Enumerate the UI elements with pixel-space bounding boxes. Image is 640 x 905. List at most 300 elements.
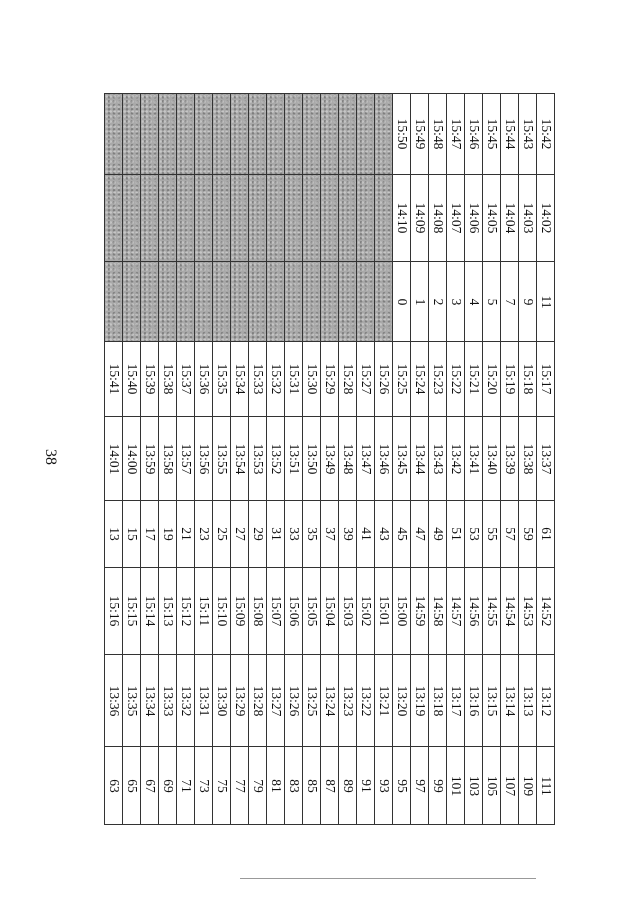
table-cell [501, 175, 519, 262]
table-cell [501, 655, 519, 747]
table-cell [447, 262, 465, 342]
cell-text: 13:21 [376, 685, 392, 716]
cell-text: 13:16 [466, 685, 482, 716]
table-cell [195, 262, 213, 342]
table-cell [159, 501, 177, 568]
table-cell [195, 94, 213, 175]
table-cell [429, 501, 447, 568]
table-cell [411, 501, 429, 568]
table-cell [141, 342, 159, 417]
table-cell [177, 568, 195, 655]
cell-text: 15:21 [466, 363, 482, 395]
cell-text: 14:05 [484, 202, 500, 234]
cell-text: 14:59 [412, 595, 428, 627]
cell-text: 13:42 [448, 443, 464, 474]
table-cell [195, 501, 213, 568]
cell-text: 5 [484, 298, 500, 305]
table-cell [537, 417, 555, 501]
cell-text: 14:06 [466, 202, 482, 234]
cell-text: 13:19 [412, 685, 428, 716]
cell-text: 15:16 [106, 595, 122, 627]
table-cell [213, 655, 231, 747]
cell-text: 15:17 [538, 363, 554, 395]
cell-text: 15:50 [394, 118, 410, 150]
table-cell [177, 417, 195, 501]
table-cell [195, 655, 213, 747]
table-cell [375, 262, 393, 342]
table-cell [159, 94, 177, 175]
table-cell [483, 747, 501, 825]
cell-text: 47 [412, 527, 428, 541]
table-cell [339, 501, 357, 568]
table-cell [447, 342, 465, 417]
table-cell [285, 501, 303, 568]
table-cell [195, 417, 213, 501]
page-number [40, 447, 60, 467]
table-cell [447, 94, 465, 175]
table-cell [393, 655, 411, 747]
table-cell [357, 747, 375, 825]
cell-text: 37 [322, 527, 338, 541]
table-row [105, 94, 555, 175]
cell-text: 15:35 [214, 363, 230, 395]
cell-text: 15:22 [448, 363, 464, 395]
cell-text: 14:54 [502, 595, 518, 627]
table-cell [249, 94, 267, 175]
table-cell [177, 655, 195, 747]
table-cell [303, 94, 321, 175]
cell-text: 15:48 [430, 118, 446, 150]
table-cell [123, 175, 141, 262]
cell-text: 83 [286, 778, 302, 793]
table-cell [123, 747, 141, 825]
cell-text: 27 [232, 527, 248, 541]
table-cell [213, 747, 231, 825]
table-cell [123, 94, 141, 175]
table-cell [159, 262, 177, 342]
table-cell [519, 747, 537, 825]
table-cell [393, 568, 411, 655]
cell-text: 25 [214, 527, 230, 541]
table-cell [411, 417, 429, 501]
table-cell [357, 94, 375, 175]
cell-text: 4 [466, 298, 482, 305]
cell-text: 85 [304, 778, 320, 793]
cell-text: 13:57 [178, 443, 194, 474]
table-cell [429, 175, 447, 262]
cell-text: 13:37 [538, 443, 554, 474]
cell-text: 14:04 [502, 202, 518, 234]
cell-text: 15:02 [358, 595, 374, 627]
table-cell [537, 262, 555, 342]
table-cell [123, 417, 141, 501]
cell-text: 13:40 [484, 443, 500, 474]
cell-text: 15:40 [124, 363, 140, 395]
table-cell [249, 655, 267, 747]
cell-text: 13:30 [214, 685, 230, 716]
table-cell [393, 94, 411, 175]
cell-text: 13:49 [322, 443, 338, 474]
table-cell [105, 501, 123, 568]
cell-text: 23 [196, 527, 212, 541]
cell-text: 13:50 [304, 443, 320, 474]
table-cell [105, 747, 123, 825]
cell-text: 15:13 [160, 595, 176, 627]
cell-text: 15:24 [412, 363, 428, 395]
table-cell [195, 342, 213, 417]
table-cell [303, 747, 321, 825]
table-cell [213, 94, 231, 175]
table-cell [123, 501, 141, 568]
table-cell [501, 501, 519, 568]
table-cell [267, 501, 285, 568]
table-cell [123, 342, 141, 417]
table-cell [375, 501, 393, 568]
cell-text: 15:42 [538, 118, 554, 150]
cell-text: 15:49 [412, 118, 428, 150]
table-cell [429, 655, 447, 747]
table-cell [105, 568, 123, 655]
cell-text: 3 [448, 298, 464, 305]
table-cell [105, 655, 123, 747]
table-cell [213, 501, 231, 568]
table-row [105, 747, 555, 825]
cell-text: 13:51 [286, 443, 302, 474]
table-cell [501, 417, 519, 501]
table-cell [231, 342, 249, 417]
table-cell [465, 94, 483, 175]
table-row [105, 175, 555, 262]
table-cell [213, 262, 231, 342]
cell-text: 71 [178, 778, 194, 793]
cell-text: 15:11 [196, 595, 212, 627]
cell-text: 15:12 [178, 595, 194, 627]
table-cell [447, 417, 465, 501]
cell-text: 13:22 [358, 685, 374, 716]
table-row [105, 262, 555, 342]
cell-text: 65 [124, 778, 140, 793]
table-cell [375, 94, 393, 175]
table-cell [501, 342, 519, 417]
table-cell [393, 417, 411, 501]
table-cell [447, 655, 465, 747]
table-cell [537, 747, 555, 825]
cell-text: 13:25 [304, 685, 320, 716]
table-cell [429, 568, 447, 655]
cell-text: 13:59 [142, 443, 158, 474]
table-cell [519, 342, 537, 417]
table-cell [339, 342, 357, 417]
table-cell [177, 262, 195, 342]
table-cell [465, 747, 483, 825]
table-cell [537, 342, 555, 417]
table-cell [177, 94, 195, 175]
cell-text: 15:43 [520, 118, 536, 150]
table-cell [519, 417, 537, 501]
table-cell [393, 501, 411, 568]
table-cell [339, 417, 357, 501]
table-cell [375, 655, 393, 747]
table-cell [483, 501, 501, 568]
table-cell [519, 94, 537, 175]
cell-text: 31 [268, 527, 284, 541]
table-cell [321, 175, 339, 262]
table-cell [375, 568, 393, 655]
cell-text: 13:43 [430, 443, 446, 474]
table-cell [411, 175, 429, 262]
cell-text: 57 [502, 527, 518, 541]
table-row [105, 342, 555, 417]
cell-text: 13:26 [286, 685, 302, 716]
cell-text: 14:56 [466, 595, 482, 627]
table-cell [357, 262, 375, 342]
table-cell [339, 747, 357, 825]
table-cell [483, 417, 501, 501]
cell-text: 73 [196, 778, 212, 793]
table-cell [321, 655, 339, 747]
table-cell [357, 342, 375, 417]
cell-text: 67 [142, 778, 158, 793]
table-cell [303, 655, 321, 747]
cell-text: 15:46 [466, 118, 482, 150]
table-cell [411, 568, 429, 655]
cell-text: 13:33 [160, 685, 176, 716]
table-cell [285, 175, 303, 262]
table-cell [105, 417, 123, 501]
table-cell [303, 417, 321, 501]
cell-text: 15:41 [106, 363, 122, 395]
table-cell [267, 94, 285, 175]
table-cell [465, 568, 483, 655]
cell-text: 15:10 [214, 595, 230, 627]
table-cell [285, 262, 303, 342]
table-cell [321, 417, 339, 501]
cell-text: 91 [358, 778, 374, 793]
cell-text: 13:35 [124, 685, 140, 716]
table-cell [519, 655, 537, 747]
table-cell [177, 747, 195, 825]
table-cell [303, 262, 321, 342]
table-cell [159, 655, 177, 747]
table-cell [231, 501, 249, 568]
table-cell [501, 262, 519, 342]
cell-text: 14:52 [538, 595, 554, 627]
table-cell [141, 417, 159, 501]
table-cell [105, 94, 123, 175]
cell-text: 14:10 [394, 202, 410, 234]
table-row [105, 655, 555, 747]
cell-text: 14:07 [448, 202, 464, 234]
cell-text: 105 [484, 775, 500, 796]
cell-text: 15:03 [340, 595, 356, 627]
cell-text: 75 [214, 778, 230, 793]
table-cell [465, 655, 483, 747]
cell-text: 15:09 [232, 595, 248, 627]
cell-text: 13:32 [178, 685, 194, 716]
cell-text: 99 [430, 778, 446, 793]
table-cell [393, 342, 411, 417]
cell-text: 63 [106, 778, 122, 793]
bottom-rule [240, 878, 536, 879]
table-cell [231, 747, 249, 825]
table-row [105, 568, 555, 655]
cell-text: 14:00 [124, 443, 140, 474]
cell-text: 13:28 [250, 685, 266, 716]
cell-text: 15:33 [250, 363, 266, 395]
table-cell [285, 94, 303, 175]
cell-text: 14:55 [484, 595, 500, 627]
cell-text: 14:57 [448, 595, 464, 627]
cell-text: 101 [448, 775, 464, 796]
table-cell [231, 262, 249, 342]
table-row [105, 501, 555, 568]
cell-text: 14:58 [430, 595, 446, 627]
cell-text: 79 [250, 778, 266, 793]
cell-text: 13 [106, 527, 122, 541]
cell-text: 13:23 [340, 685, 356, 716]
cell-text: 13:52 [268, 443, 284, 474]
table-cell [249, 417, 267, 501]
table-cell [303, 175, 321, 262]
table-cell [159, 342, 177, 417]
cell-text: 17 [142, 527, 158, 541]
cell-text: 39 [340, 527, 356, 541]
cell-text: 13:34 [142, 685, 158, 716]
table-cell [339, 568, 357, 655]
cell-text: 14:03 [520, 202, 536, 234]
table-cell [429, 94, 447, 175]
table-cell [177, 342, 195, 417]
cell-text: 13:12 [538, 685, 554, 716]
cell-text: 13:24 [322, 685, 338, 716]
table-cell [321, 568, 339, 655]
table-cell [519, 568, 537, 655]
table-cell [123, 262, 141, 342]
cell-text: 15:05 [304, 595, 320, 627]
cell-text: 21 [178, 527, 194, 541]
cell-text: 15:34 [232, 363, 248, 395]
cell-text: 111 [538, 775, 554, 796]
table-cell [357, 568, 375, 655]
cell-text: 15:32 [268, 363, 284, 395]
table-cell [357, 655, 375, 747]
table-cell [177, 501, 195, 568]
table-cell [159, 568, 177, 655]
cell-text: 107 [502, 775, 518, 796]
table-cell [267, 175, 285, 262]
table-cell [267, 568, 285, 655]
page-number-text: 38 [42, 449, 59, 465]
cell-text: 29 [250, 527, 266, 541]
cell-text: 41 [358, 527, 374, 541]
cell-text: 13:27 [268, 685, 284, 716]
cell-text: 15:04 [322, 595, 338, 627]
cell-text: 81 [268, 778, 284, 793]
table-cell [285, 417, 303, 501]
table-cell [213, 175, 231, 262]
cell-text: 15:31 [286, 363, 302, 395]
cell-text: 7 [502, 298, 518, 305]
cell-text: 15:38 [160, 363, 176, 395]
table-cell [483, 342, 501, 417]
cell-text: 13:31 [196, 685, 212, 716]
cell-text: 13:55 [214, 443, 230, 474]
cell-text: 15:15 [124, 595, 140, 627]
table-cell [411, 655, 429, 747]
cell-text: 0 [394, 298, 410, 305]
table-cell [537, 568, 555, 655]
table-cell [483, 175, 501, 262]
table-cell [339, 94, 357, 175]
cell-text: 13:20 [394, 685, 410, 716]
cell-text: 89 [340, 778, 356, 793]
cell-text: 15:06 [286, 595, 302, 627]
cell-text: 14:53 [520, 595, 536, 627]
table-cell [303, 501, 321, 568]
cell-text: 13:36 [106, 685, 122, 716]
table-cell [249, 175, 267, 262]
cell-text: 13:47 [358, 443, 374, 474]
cell-text: 87 [322, 778, 338, 793]
table-cell [141, 262, 159, 342]
cell-text: 13:58 [160, 443, 176, 474]
cell-text: 19 [160, 527, 176, 541]
table-cell [411, 342, 429, 417]
table-cell [159, 417, 177, 501]
table-cell [429, 417, 447, 501]
table-cell [375, 417, 393, 501]
table-cell [501, 747, 519, 825]
table-cell [141, 501, 159, 568]
cell-text: 95 [394, 778, 410, 793]
table-cell [159, 747, 177, 825]
cell-text: 13:18 [430, 685, 446, 716]
cell-text: 15:08 [250, 595, 266, 627]
table-cell [303, 342, 321, 417]
cell-text: 35 [304, 527, 320, 541]
cell-text: 69 [160, 778, 176, 793]
table-cell [159, 175, 177, 262]
table-cell [465, 501, 483, 568]
table-cell [231, 94, 249, 175]
table-cell [105, 262, 123, 342]
cell-text: 15:14 [142, 595, 158, 627]
table-cell [249, 342, 267, 417]
table-cell [393, 747, 411, 825]
cell-text: 13:29 [232, 685, 248, 716]
table-cell [231, 175, 249, 262]
cell-text: 53 [466, 527, 482, 541]
cell-text: 13:53 [250, 443, 266, 474]
cell-text: 9 [520, 298, 536, 305]
table-cell [321, 262, 339, 342]
cell-text: 2 [430, 298, 446, 305]
table-cell [375, 342, 393, 417]
table-cell [231, 655, 249, 747]
table-cell [267, 417, 285, 501]
table-cell [465, 417, 483, 501]
cell-text: 15:30 [304, 363, 320, 395]
table-cell [465, 262, 483, 342]
table-cell [483, 262, 501, 342]
table-cell [501, 568, 519, 655]
table-cell [141, 655, 159, 747]
cell-text: 1 [412, 298, 428, 305]
table-cell [321, 94, 339, 175]
table-cell [141, 747, 159, 825]
cell-text: 15 [124, 527, 140, 541]
table-cell [411, 262, 429, 342]
